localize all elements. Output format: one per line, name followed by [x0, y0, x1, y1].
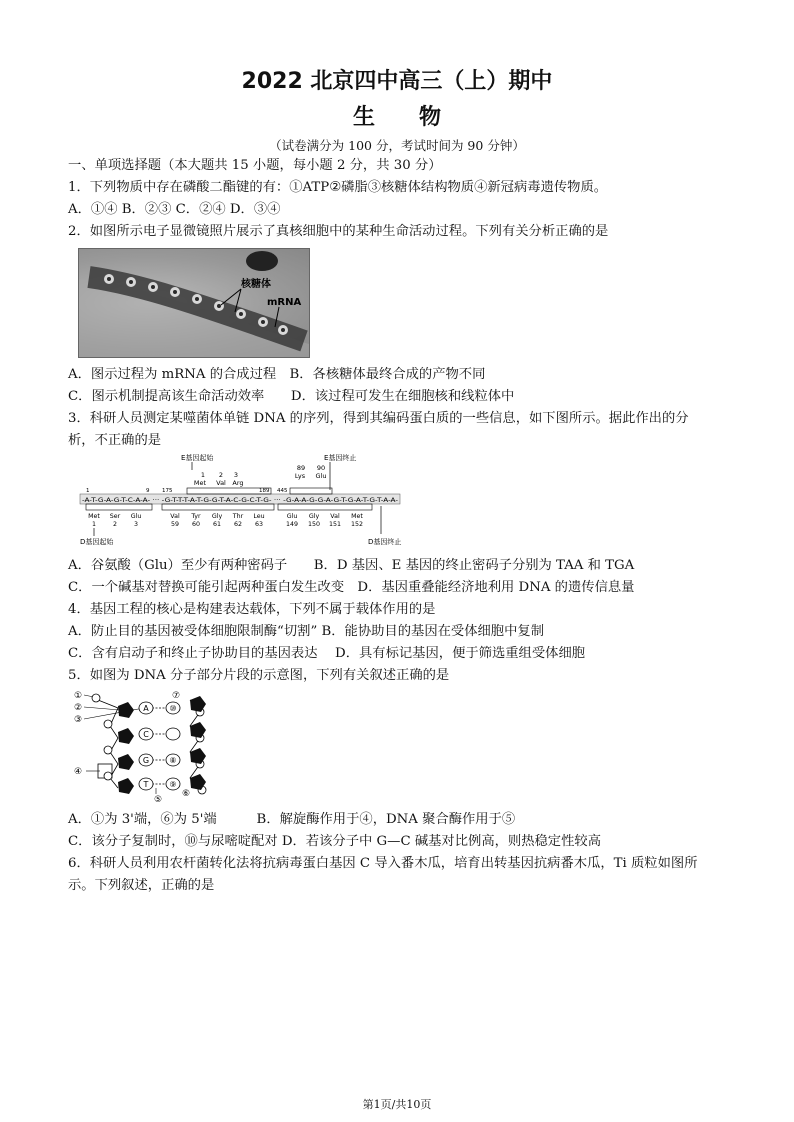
bottom-aa: Tyr [191, 513, 201, 520]
q3-stem-line1: 3．科研人员测定某噬菌体单链 DNA 的序列，得到其编码蛋白质的一些信息，如下图所示。据此作出的分 [68, 411, 689, 426]
top-num: 2 [218, 471, 224, 479]
pos-label: 445 [277, 488, 288, 494]
exam-title: 2022 北京四中高三（上）期中 [241, 69, 553, 94]
q1-stem: 1．下列物质中存在磷酸二酯键的有：①ATP②磷脂③核糖体结构物质④新冠病毒遗传物质。 [68, 180, 608, 195]
ribosome-label: 核糖体 [241, 279, 271, 290]
bottom-num: 62 [233, 521, 243, 528]
base-label: A [143, 704, 149, 713]
q5-stem: 5．如图为 DNA 分子部分片段的示意图，下列有关叙述正确的是 [68, 668, 450, 683]
top-num: 89 [296, 464, 306, 472]
mrna-label: mRNA [267, 297, 302, 308]
bottom-num: 2 [112, 521, 118, 528]
top-aa: Arg [232, 479, 244, 487]
base-label: ⑩ [169, 704, 177, 713]
bottom-num: 152 [350, 521, 364, 528]
bottom-aa: Glu [286, 513, 298, 520]
marker-3: ③ [74, 715, 83, 725]
base-label: G [142, 756, 150, 765]
marker-6: ⑥ [182, 789, 191, 799]
dna-sequence: -A-T-G-A-G-T-C-A-A- ··· -G-T-T-T-A-T-G-G-T-A-C-G-C-T-G- ··· -G-A-A-G-G-A-G-T-G-A-T-G-T-A-A- [82, 497, 398, 504]
q2-options-cd: C．图示机制提高该生命活动效率 D．该过程可发生在细胞核和线粒体中 [68, 389, 515, 404]
top-aa: Lys [294, 472, 306, 480]
marker-2: ② [74, 703, 83, 713]
top-num: 3 [233, 471, 239, 479]
pos-label: 189 [259, 488, 270, 494]
top-aa: Val [216, 479, 226, 487]
dna-structure-figure [74, 688, 234, 806]
q6-stem-line2: 示。下列叙述，正确的是 [68, 878, 215, 893]
bottom-aa: Val [330, 513, 340, 520]
e-gene-start-label: E基因起始 [181, 454, 214, 462]
q5-options-ab: A．①为 3'端，⑥为 5'端 B．解旋酶作用于④，DNA 聚合酶作用于⑤ [68, 812, 516, 827]
micrograph-image [78, 248, 310, 358]
subject-title: 生 物 [352, 105, 441, 130]
page-footer: 第1页/共10页 [362, 1098, 432, 1111]
pos-label: 1 [86, 488, 90, 494]
base-label: ⑨ [169, 780, 177, 789]
q2-stem: 2．如图所示电子显微镜照片展示了真核细胞中的某种生命活动过程。下列有关分析正确的是 [68, 224, 609, 239]
bottom-num: 1 [91, 521, 97, 528]
bottom-num: 61 [212, 521, 222, 528]
base-label: ⑧ [169, 756, 177, 765]
marker-5: ⑤ [154, 795, 163, 805]
bottom-aa: Thr [232, 513, 244, 520]
top-num: 1 [200, 471, 206, 479]
section-heading: 一、单项选择题（本大题共 15 小题，每小题 2 分，共 30 分） [68, 158, 442, 173]
bottom-aa: Leu [253, 513, 265, 520]
bottom-num: 3 [133, 521, 139, 528]
bottom-num: 151 [328, 521, 342, 528]
base-label: C [143, 730, 149, 739]
bottom-num: 149 [285, 521, 299, 528]
bottom-aa: Met [351, 513, 363, 520]
exam-note: （试卷满分为 100 分，考试时间为 90 分钟） [269, 138, 525, 153]
bottom-num: 63 [254, 521, 264, 528]
marker-4: ④ [74, 767, 83, 777]
q3-options-ab: A．谷氨酸（Glu）至少有两种密码子 B．D 基因、E 基因的终止密码子分别为 TAA 和 TGA [68, 558, 635, 573]
bottom-aa: Ser [109, 513, 121, 520]
bottom-aa: Gly [308, 513, 320, 520]
e-gene-end-label: E基因终止 [324, 454, 357, 462]
q2-options-ab: A．图示过程为 mRNA 的合成过程 B．各核糖体最终合成的产物不同 [68, 367, 486, 382]
q4-stem: 4．基因工程的核心是构建表达载体，下列不属于载体作用的是 [68, 602, 436, 617]
q3-stem-line2: 析，不正确的是 [68, 433, 162, 448]
q1-options: A．①④ B．②③ C．②④ D．③④ [68, 202, 281, 217]
bottom-num: 150 [307, 521, 321, 528]
marker-7: ⑦ [172, 691, 181, 701]
q4-options-ab: A．防止目的基因被受体细胞限制酶“切割” B．能协助目的基因在受体细胞中复制 [68, 624, 544, 639]
pos-label: 9 [146, 488, 150, 494]
pos-label: 175 [162, 488, 173, 494]
q6-stem-line1: 6．科研人员利用农杆菌转化法将抗病毒蛋白基因 C 导入番木瓜，培育出转基因抗病番木瓜，Ti 质粒如图所 [68, 856, 698, 871]
bottom-aa: Val [170, 513, 180, 520]
q3-options-cd: C．一个碱基对替换可能引起两种蛋白发生改变 D．基因重叠能经济地利用 DNA 的遗传信息量 [68, 580, 635, 595]
q5-options-cd: C．该分子复制时，⑩与尿嘧啶配对 D．若该分子中 G—C 碱基对比例高，则热稳定性较高 [68, 834, 601, 849]
q4-options-cd: C．含有启动子和终止子协助目的基因表达 D．具有标记基因，便于筛选重组受体细胞 [68, 646, 586, 661]
d-gene-end-label: D基因终止 [368, 538, 402, 546]
bottom-num: 60 [191, 521, 201, 528]
bottom-aa: Glu [130, 513, 142, 520]
base-label: T [143, 780, 149, 789]
top-aa: Met [193, 479, 207, 487]
d-gene-start-label: D基因起始 [80, 538, 114, 546]
top-aa: Glu [315, 472, 327, 480]
bottom-aa: Gly [211, 513, 223, 520]
marker-1: ① [74, 691, 83, 701]
bottom-num: 59 [170, 521, 180, 528]
gene-overlap-figure [78, 452, 408, 552]
top-num: 90 [316, 464, 326, 472]
bottom-aa: Met [88, 513, 100, 520]
